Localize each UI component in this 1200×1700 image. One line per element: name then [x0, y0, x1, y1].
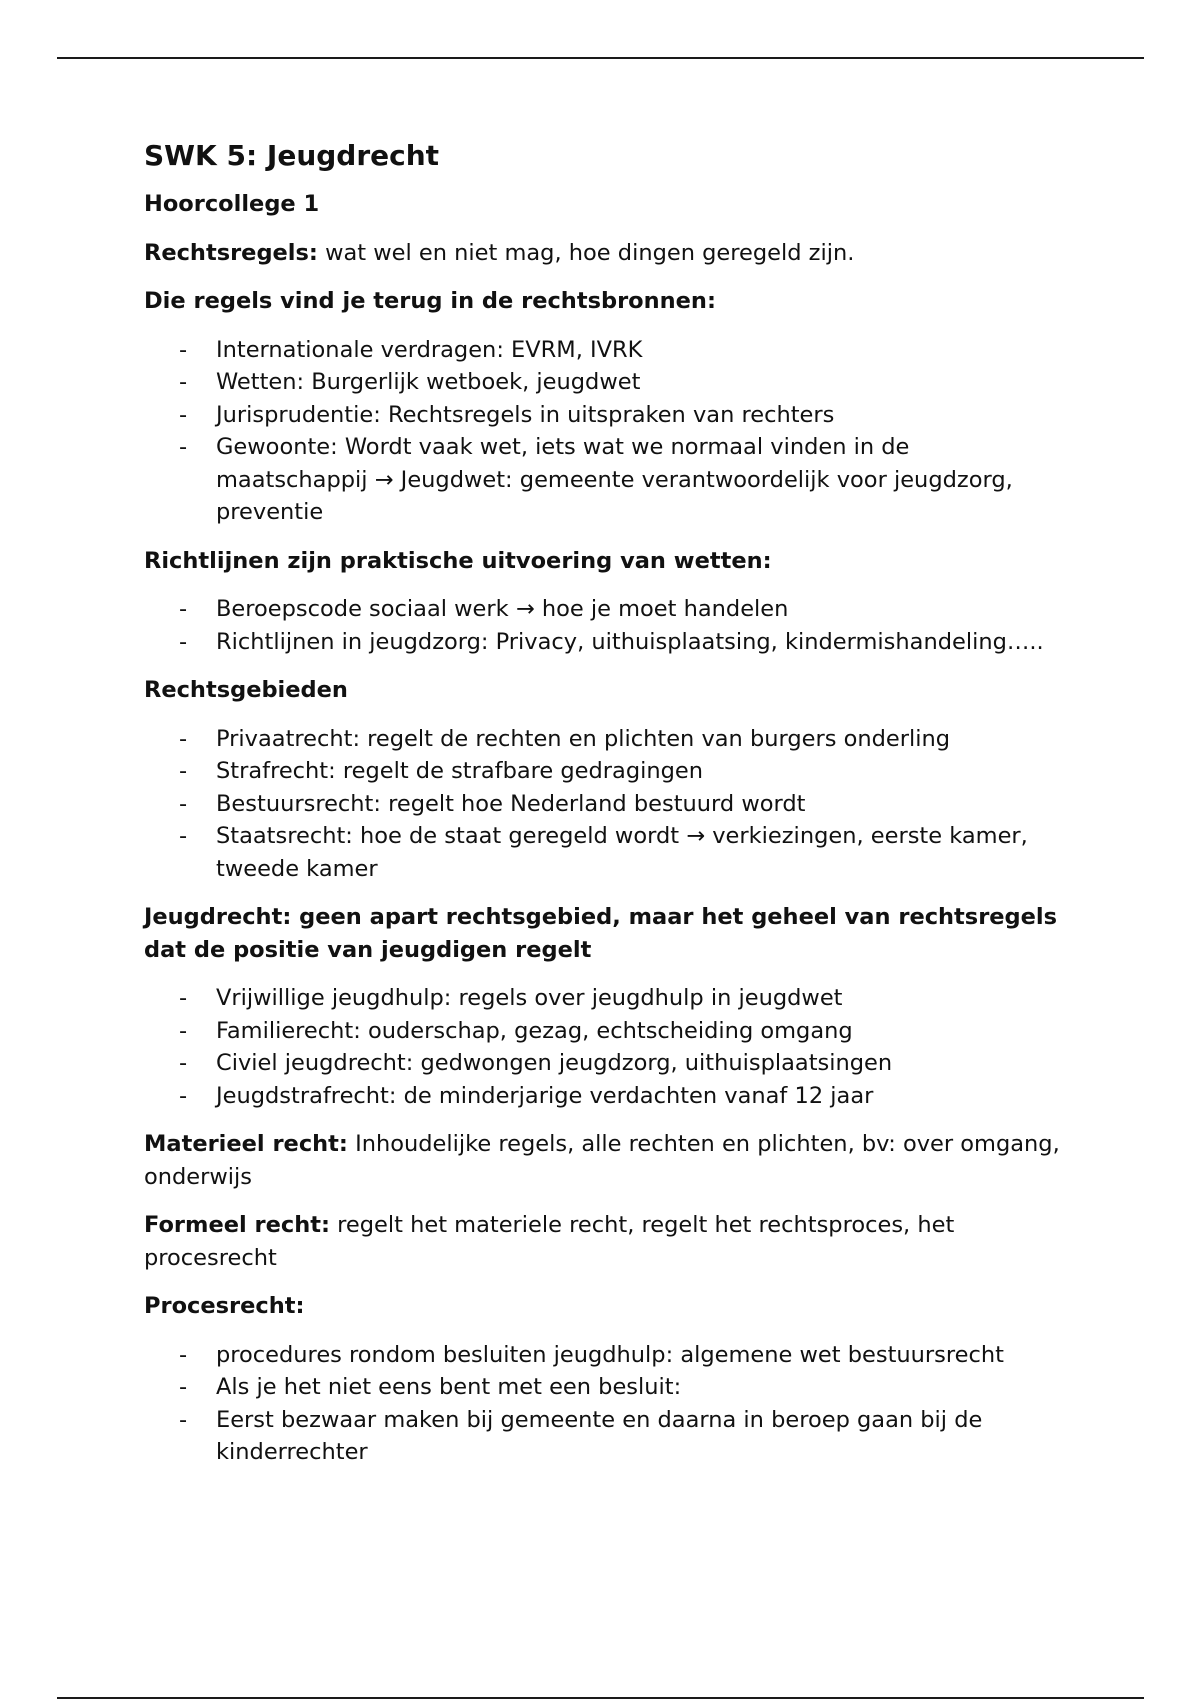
materieel-text: Inhoudelijke regels, alle rechten en plichten, bv: over omgang, onderwijs — [144, 1131, 1060, 1190]
list-item: - procedures rondom besluiten jeugdhulp: algemene wet bestuursrecht — [144, 1339, 1064, 1372]
list-dash: - — [179, 758, 188, 784]
list-item: - Jeugdstrafrecht: de minderjarige verdachten vanaf 12 jaar — [144, 1080, 1064, 1113]
list-dash: - — [179, 336, 188, 363]
richtlijnen-list — [144, 593, 1064, 658]
list-item: - Civiel jeugdrecht: gedwongen jeugdzorg, uithuisplaatsingen — [144, 1047, 1064, 1080]
list-dash: - — [179, 369, 188, 395]
list-item: - Privaatrecht: regelt de rechten en plichten van burgers onderling — [144, 723, 1064, 756]
list-dash: - — [179, 1341, 188, 1368]
page-title: SWK 5: Jeugdrecht — [144, 139, 440, 172]
list-dash: - — [179, 1374, 188, 1400]
list-dash: - — [179, 725, 188, 752]
bottom-rule — [57, 1697, 1144, 1699]
list-item: - Beroepscode sociaal werk → hoe je moet handelen — [144, 593, 1064, 626]
rechtsregels-term: Rechtsregels: — [144, 239, 318, 266]
rechtsgebieden-heading: Rechtsgebieden — [144, 677, 348, 703]
list-dash: - — [179, 628, 188, 655]
list-dash: - — [179, 401, 188, 428]
richtlijnen-heading: Richtlijnen zijn praktische uitvoering van wetten: — [144, 547, 772, 574]
list-dash: - — [179, 434, 188, 460]
list-dash: - — [179, 1082, 188, 1109]
list-item: - Eerst bezwaar maken bij gemeente en daarna in beroep gaan bij de kinderrechter — [144, 1404, 1064, 1469]
procesrecht-heading: Procesrecht: — [144, 1293, 305, 1319]
list-dash: - — [179, 985, 188, 1011]
list-dash: - — [179, 1406, 188, 1433]
list-item: - Vrijwillige jeugdhulp: regels over jeugdhulp in jeugdwet — [144, 982, 1064, 1015]
list-dash: - — [179, 596, 188, 622]
list-item: - Familierecht: ouderschap, gezag, echtscheiding omgang — [144, 1015, 1064, 1048]
list-item: - Staatsrecht: hoe de staat geregeld wordt → verkiezingen, eerste kamer, tweede kamer — [144, 820, 1064, 885]
formeel-term: Formeel recht: — [144, 1212, 330, 1238]
materieel-paragraph — [144, 1128, 1064, 1193]
list-item: - Jurisprudentie: Rechtsregels in uitspraken van rechters — [144, 399, 1064, 432]
list-dash: - — [179, 1050, 188, 1076]
list-item: - Gewoonte: Wordt vaak wet, iets wat we normaal vinden in de maatschappij → Jeugdwet: gemeente verantwoordelijk voor jeugdzorg, preventie — [144, 431, 1064, 529]
lecture-heading: Hoorcollege 1 — [144, 191, 320, 217]
bronnen-heading: Die regels vind je terug in de rechtsbronnen: — [144, 288, 716, 314]
jeugdrecht-heading: Jeugdrecht: geen apart rechtsgebied, maar het geheel van rechtsregels dat de positie van jeugdigen regelt — [144, 904, 1058, 963]
document-body — [144, 136, 1064, 1485]
top-rule — [57, 57, 1144, 59]
list-item: - Strafrecht: regelt de strafbare gedragingen — [144, 755, 1064, 788]
rechtsregels-paragraph — [144, 237, 1064, 270]
list-item: - Bestuursrecht: regelt hoe Nederland bestuurd wordt — [144, 788, 1064, 821]
rechtsregels-text: wat wel en niet mag, hoe dingen geregeld zijn. — [317, 239, 855, 266]
list-item: - Als je het niet eens bent met een besluit: — [144, 1371, 1064, 1404]
materieel-term: Materieel recht: — [144, 1131, 348, 1157]
list-dash: - — [179, 823, 188, 849]
list-item: - Wetten: Burgerlijk wetboek, jeugdwet — [144, 366, 1064, 399]
list-dash: - — [179, 1017, 188, 1044]
procesrecht-list — [144, 1339, 1064, 1469]
list-item: - Internationale verdragen: EVRM, IVRK — [144, 334, 1064, 367]
list-item: - Richtlijnen in jeugdzorg: Privacy, uithuisplaatsing, kindermishandeling….. — [144, 626, 1064, 659]
list-dash: - — [179, 790, 188, 817]
rechtsgebieden-list — [144, 723, 1064, 886]
formeel-text: regelt het materiele recht, regelt het rechtsproces, het procesrecht — [144, 1212, 955, 1271]
formeel-paragraph — [144, 1209, 1064, 1274]
bronnen-list — [144, 334, 1064, 529]
jeugdrecht-list — [144, 982, 1064, 1112]
